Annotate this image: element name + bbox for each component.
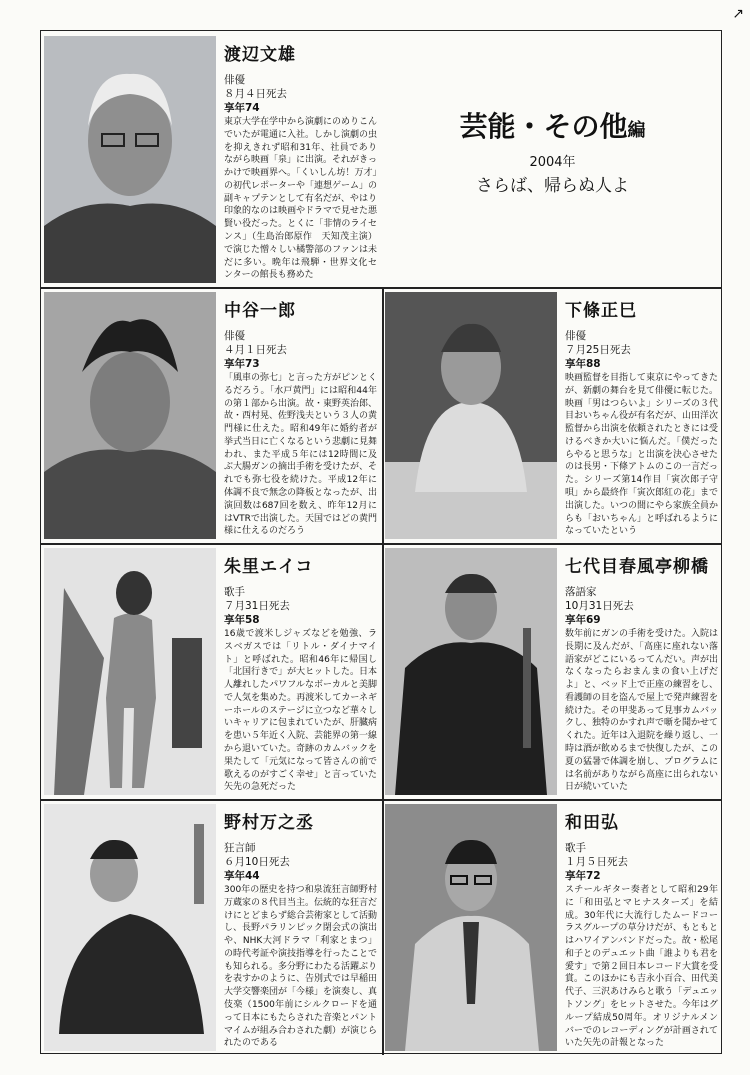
age-at-death: 享年58 (224, 614, 260, 626)
section-subtitle: さらば、帰らぬ人よ (476, 176, 629, 196)
age-at-death: 享年72 (565, 870, 601, 882)
profession: 落語家 (565, 586, 597, 598)
portrait-silhouette (44, 548, 216, 795)
portrait-silhouette (385, 804, 557, 1051)
obituary-entry (41, 31, 382, 287)
person-name: 下條正巳 (565, 301, 637, 321)
obituary-entry (382, 543, 723, 799)
portrait-photo (44, 548, 216, 795)
portrait-silhouette (44, 804, 216, 1051)
section-title (382, 105, 723, 145)
obituary-entry (382, 799, 723, 1055)
death-date: １月５日死去 (565, 856, 628, 868)
biography: 300年の歴史を持つ和泉流狂言師野村万蔵家の８代目当主。伝統的な狂言だけにとどまらず総合芸術家として活動し、長野パラリンピック閉会式の演出や、NHK大河ドラマ「利家とまつ」の時代考証や演技指導を行ったことでも知られる。多分野にわたる活躍ぶりを表すかのように、告別式では早稲田大学交響楽団が「今様」を演奏し、真伎楽（1500年前にシルクロードを通って日本にもたらされた音楽とパントマイムが組み合わされた劇）が演じられたのである (224, 885, 378, 1049)
death-date: ４月１日死去 (224, 344, 287, 356)
portrait-silhouette (385, 292, 557, 539)
portrait-photo (385, 804, 557, 1051)
profession: 歌手 (224, 586, 245, 598)
portrait-photo (385, 548, 557, 795)
person-name: 和田弘 (565, 813, 619, 833)
obituary-entry (41, 543, 382, 799)
obituary-entry (382, 287, 723, 543)
age-at-death: 享年44 (224, 870, 260, 882)
death-date: ６月10日死去 (224, 856, 290, 868)
biography: スチールギター奏者として昭和29年に「和田弘とマヒナスターズ」を結成。30年代に大流行したムードコーラスグループの草分けだが、もともとはハワイアンバンドだった。故・松尾和子とのデュエット曲「誰よりも君を愛す」で第２回日本レコード大賞を受賞。このほかにも吉永小百合、田代美代子、三沢あけみらと歌う「デュエットソング」をヒットさせた。今年はグループ結成50周年。オリジナルメンバーでのレコーディングが計画されていた矢先の計報となった (565, 885, 719, 1049)
portrait-photo (44, 292, 216, 539)
person-name: 朱里エイコ (224, 557, 314, 577)
profession: 俳優 (565, 330, 586, 342)
profession: 俳優 (224, 330, 245, 342)
biography: 「風車の弥七」と言った方がピンとくるだろう。「水戸黄門」には昭和44年の第１部から出演。故・東野英治郎、故・西村晃、佐野浅夫という３人の黄門様に仕えた。昭和49年に婚約者が挙式当日に亡くなるという悲劇に見舞われ、また平成５年には12時間に及ぶ大腸ガンの摘出手術を受けたが、それでも弥七役を続けた。平成12年に体調不良で無念の降板となったが、出演回数は687回を数え、昨年12月にはVTRで出演した。天国ではどの黄門様に仕えるのだろう (224, 373, 378, 537)
obituary-entry (41, 799, 382, 1055)
age-at-death: 享年74 (224, 102, 260, 114)
portrait-silhouette (44, 36, 216, 283)
death-date: 10月31日死去 (565, 600, 634, 612)
biography: 16歳で渡米しジャズなどを勉強、ラスベガスでは「リトル・ダイナマイト」と呼ばれた。昭和46年に帰国し「北国行きで」が大ヒットした。日本人離れしたパワフルなボーカルと美脚で人気を集めた。再渡米してカーネギーホールのステージに立つなど華々しいキャリアに包まれていたが、肝臓病を患い５年近く入院、芸能界の第一線から退いていた。奇跡のカムバックを果たして「元気になって皆さんの前で歌えるのがすごく幸せ」と言っていた矢先の急死だった (224, 629, 378, 793)
title-main: 芸能・その他 (459, 110, 628, 143)
profession: 狂言師 (224, 842, 256, 854)
profession: 歌手 (565, 842, 586, 854)
age-at-death: 享年69 (565, 614, 601, 626)
title-suffix: 編 (627, 120, 646, 141)
person-name: 野村万之丞 (224, 813, 314, 833)
death-date: ８月４日死去 (224, 88, 287, 100)
death-date: ７月25日死去 (565, 344, 631, 356)
age-at-death: 享年73 (224, 358, 260, 370)
portrait-silhouette (44, 292, 216, 539)
section-title-block (382, 31, 723, 287)
portrait-silhouette (385, 548, 557, 795)
biography: 映画監督を目指して東京にやってきたが、新劇の舞台を見て俳優に転じた。映画「男はつらいよ」シリーズの３代目おいちゃん役が有名だが、山田洋次監督から出演を依頼されたときには受けるべきか大いに悩んだ。「僕だったらやると思うな」と出演を決心させたのは長男・下條アトムのこの一言だった。シリーズ第14作目「寅次郎子守唄」から最終作「寅次郎紅の花」まで出演した。いつの間にやら家族全員からも「おいちゃん」と呼ばれるようになっていたという (565, 373, 719, 537)
death-date: ７月31日死去 (224, 600, 290, 612)
year-label: 2004年 (529, 155, 576, 170)
page-corner-mark: ↗ (732, 6, 744, 22)
portrait-photo (44, 804, 216, 1051)
age-at-death: 享年88 (565, 358, 601, 370)
obituary-entry (41, 287, 382, 543)
portrait-photo (385, 292, 557, 539)
biography: 数年前にガンの手術を受けた。入院は長期に及んだが、「高座に座れない落語家がどこにいるってんだい。声が出なくなったらおまんまの食い上げだよ」と、ベッド上で正座の練習をし、看護師の目を盗んで屋上で発声練習を続けた。その甲斐あって見事カムバックし、独特のかすれ声で噺を聞かせてくれた。近年は入退院を繰り返し、一時は酒が飲めるまで快復したが、この夏の猛暑で体調を崩し、プログラムには名前がありながら高座に出られない日が続いていた (565, 629, 719, 793)
profession: 俳優 (224, 74, 245, 86)
biography: 東京大学在学中から演劇にのめりこんでいたが電通に入社。しかし演劇の虫を抑えきれず昭和31年、社員でありながら映画「泉」に出演。それがきっかけで映画界へ。「くいしん坊！万才」の初代レポーターや「連想ゲーム」の副キャプテンとして有名だが、やはり印象的なのは映画やドラマで見せた悪賢い役だった。とくに「非情のライセンス」（生島治郎原作 天知茂主演）で演じた憎々しい橘警部のファンは未だに多い。晩年は飛騨・世界文化センターの館長も務めた (224, 117, 378, 281)
person-name: 七代目春風亭柳橋 (565, 557, 709, 577)
portrait-photo (44, 36, 216, 283)
person-name: 渡辺文雄 (224, 45, 296, 65)
obituary-grid (40, 30, 722, 1054)
person-name: 中谷一郎 (224, 301, 296, 321)
